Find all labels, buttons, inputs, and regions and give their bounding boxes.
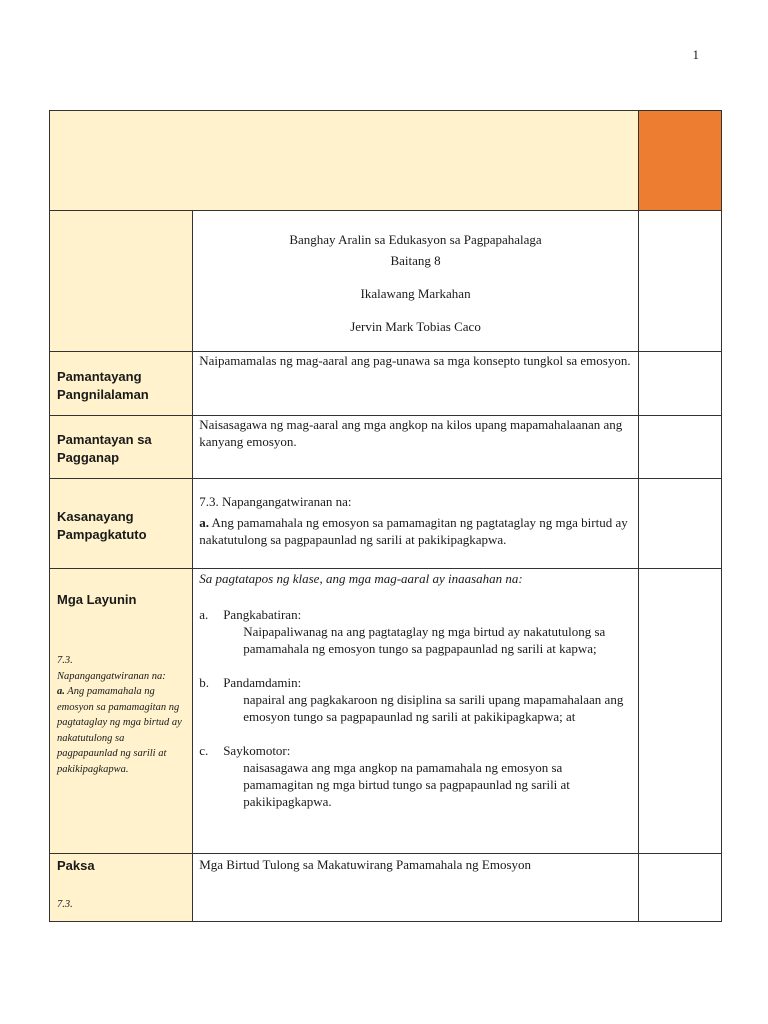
competency-text: [199, 514, 632, 548]
row-label: Pamantayan sa Pagganap: [57, 432, 152, 465]
row-kasanayang-pampagkatuto: [50, 479, 722, 569]
row-content: Naipamamalas ng mag-aaral ang pag-unawa sa mga konsepto tungkol sa emosyon.: [199, 353, 631, 368]
objective-title: Saykomotor:: [223, 743, 291, 758]
row-paksa: [50, 854, 722, 922]
row-label: Paksa: [57, 858, 95, 873]
objective-side-line: Napangangatwiranan na:: [57, 670, 166, 682]
title-block: [193, 211, 639, 352]
objective-item-a: a. Pangkabatiran: Naipapaliwanag na ang pagtataglay ng mga birtud ay nakatutulong sa pamamahala ng emosyon tungo sa pagpapaunlad ng sarili at kapwa;: [199, 606, 632, 657]
row-label: Mga Layunin: [57, 592, 137, 607]
objective-text: naisasagawa ang mga angkop na pamamahala ng emosyon sa pamamagitan ng mga birtud tungo sa pagpapaunlad ng sarili at pakikipagkapwa.: [243, 760, 570, 809]
objective-side-code: 7.3.: [57, 655, 73, 666]
title-line-grade: Baitang 8: [390, 253, 441, 268]
objectives-intro: Sa pagtatapos ng klase, ang mga mag-aaral ay inaasahan na:: [199, 571, 523, 586]
objective-text: napairal ang pagkakaroon ng disiplina sa sarili upang mapamahalaan ang emosyon tungo sa pagpapaunlad ng sarili at pakikipagkapwa; at: [243, 692, 624, 724]
row-pamantayan-sa-pagganap: [50, 416, 722, 479]
orange-accent-cell: [638, 111, 721, 211]
objective-item-c: c. Saykomotor: naisasagawa ang mga angkop na pamamahala ng emosyon sa pamamagitan ng mga birtud tungo sa pagpapaunlad ng sarili at pakikipagkapwa.: [199, 742, 632, 810]
row-pamantayang-pangnilalaman: [50, 352, 722, 416]
objective-title: Pandamdamin:: [223, 675, 302, 690]
title-row: [50, 211, 722, 352]
competency-bold-prefix: a.: [199, 515, 209, 530]
objective-side-text: a. Ang pamamahala ng emosyon sa pamamagitan ng pagtataglay ng mga birtud ay nakatutulong sa pagpapaunlad ng sarili at pakikipagkapwa.: [57, 686, 182, 775]
title-label-cell: [50, 211, 193, 352]
row-label: Pamantayang Pangnilalaman: [57, 368, 149, 402]
competency-body: Ang pamamahala ng emosyon sa pamamagitan ng pagtataglay ng mga birtud ay nakatutulong sa pagpapaunlad ng sarili at pakikipagkapwa.: [199, 515, 628, 547]
row-content: Naisasagawa ng mag-aaral ang mga angkop na kilos upang mapamahalaanan ang kanyang emosyon.: [199, 417, 623, 449]
topic-side-code: 7.3.: [57, 899, 73, 910]
row-label: Kasanayang Pampagkatuto: [57, 508, 147, 542]
row-mga-layunin: [50, 569, 722, 854]
top-band-cell: [50, 111, 639, 211]
title-right-cell: [638, 211, 721, 352]
objective-item-b: b. Pandamdamin: napairal ang pagkakaroon ng disiplina sa sarili upang mapamahalaan ang emosyon tungo sa pagpapaunlad ng sarili at pakikipagkapwa; at: [199, 674, 632, 725]
title-line-quarter: Ikalawang Markahan: [360, 286, 471, 301]
competency-code: 7.3. Napangangatwiranan na:: [199, 494, 352, 509]
lesson-plan-table: [49, 110, 722, 922]
topic-content: Mga Birtud Tulong sa Makatuwirang Pamamahala ng Emosyon: [199, 857, 532, 872]
title-line-author: Jervin Mark Tobias Caco: [350, 319, 481, 334]
top-band-row: [50, 111, 722, 211]
objective-text: Naipapaliwanag na ang pagtataglay ng mga birtud ay nakatutulong sa pamamahala ng emosyon tungo sa pagpapaunlad ng sarili at kapwa;: [243, 624, 606, 656]
title-line-subject: Banghay Aralin sa Edukasyon sa Pagpapahalaga: [289, 232, 542, 247]
objective-title: Pangkabatiran:: [223, 607, 302, 622]
page-number: 1: [692, 47, 699, 62]
